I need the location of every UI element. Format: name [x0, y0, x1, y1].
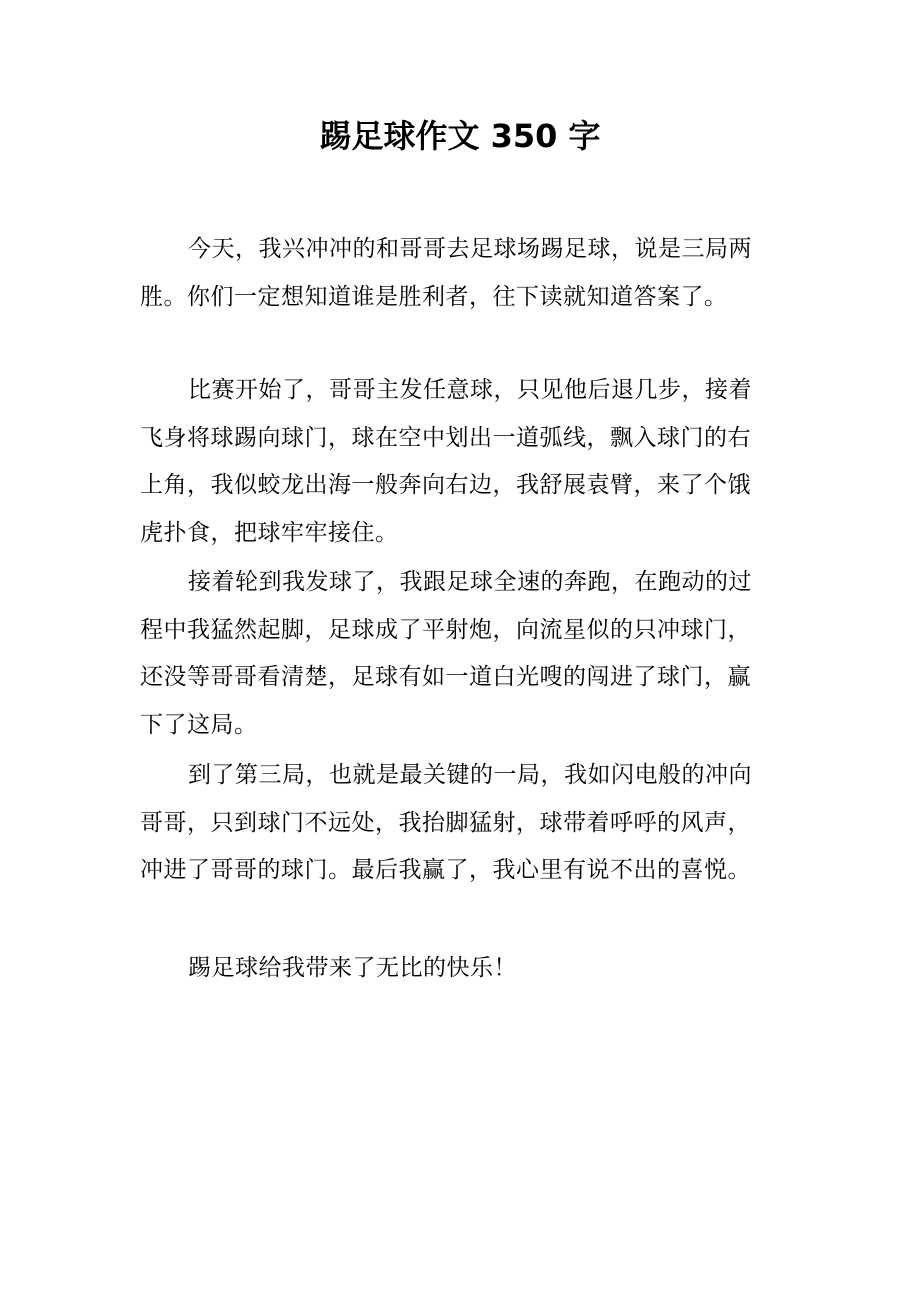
document-title: 踢足球作文 350 字: [319, 117, 601, 155]
paragraph-round-two: 接着轮到我发球了，我跟足球全速的奔跑，在跑动的过程中我猛然起脚，足球成了平射炮，向流星似的只冲球门，还没等哥哥看清楚，足球有如一道白光嗖的闯进了球门，赢下了这局。: [140, 569, 752, 738]
paragraph-round-one: 比赛开始了，哥哥主发任意球，只见他后退几步，接着飞身将球踢向球门，球在空中划出一道弧线，飘入球门的右上角，我似蛟龙出海一般奔向右边，我舒展袁臂，来了个饿虎扑食，把球牢牢接住。: [140, 377, 752, 546]
paragraph-intro: 今天，我兴冲冲的和哥哥去足球场踢足球，说是三局两胜。你们一定想知道谁是胜利者，往下读就知道答案了。: [140, 236, 752, 310]
paragraph-conclusion: 踢足球给我带来了无比的快乐！: [188, 955, 517, 981]
paragraph-round-three: 到了第三局，也就是最关键的一局，我如闪电般的冲向哥哥，只到球门不远处，我抬脚猛射，球带着呼呼的风声，冲进了哥哥的球门。最后我赢了，我心里有说不出的喜悦。: [140, 762, 752, 883]
